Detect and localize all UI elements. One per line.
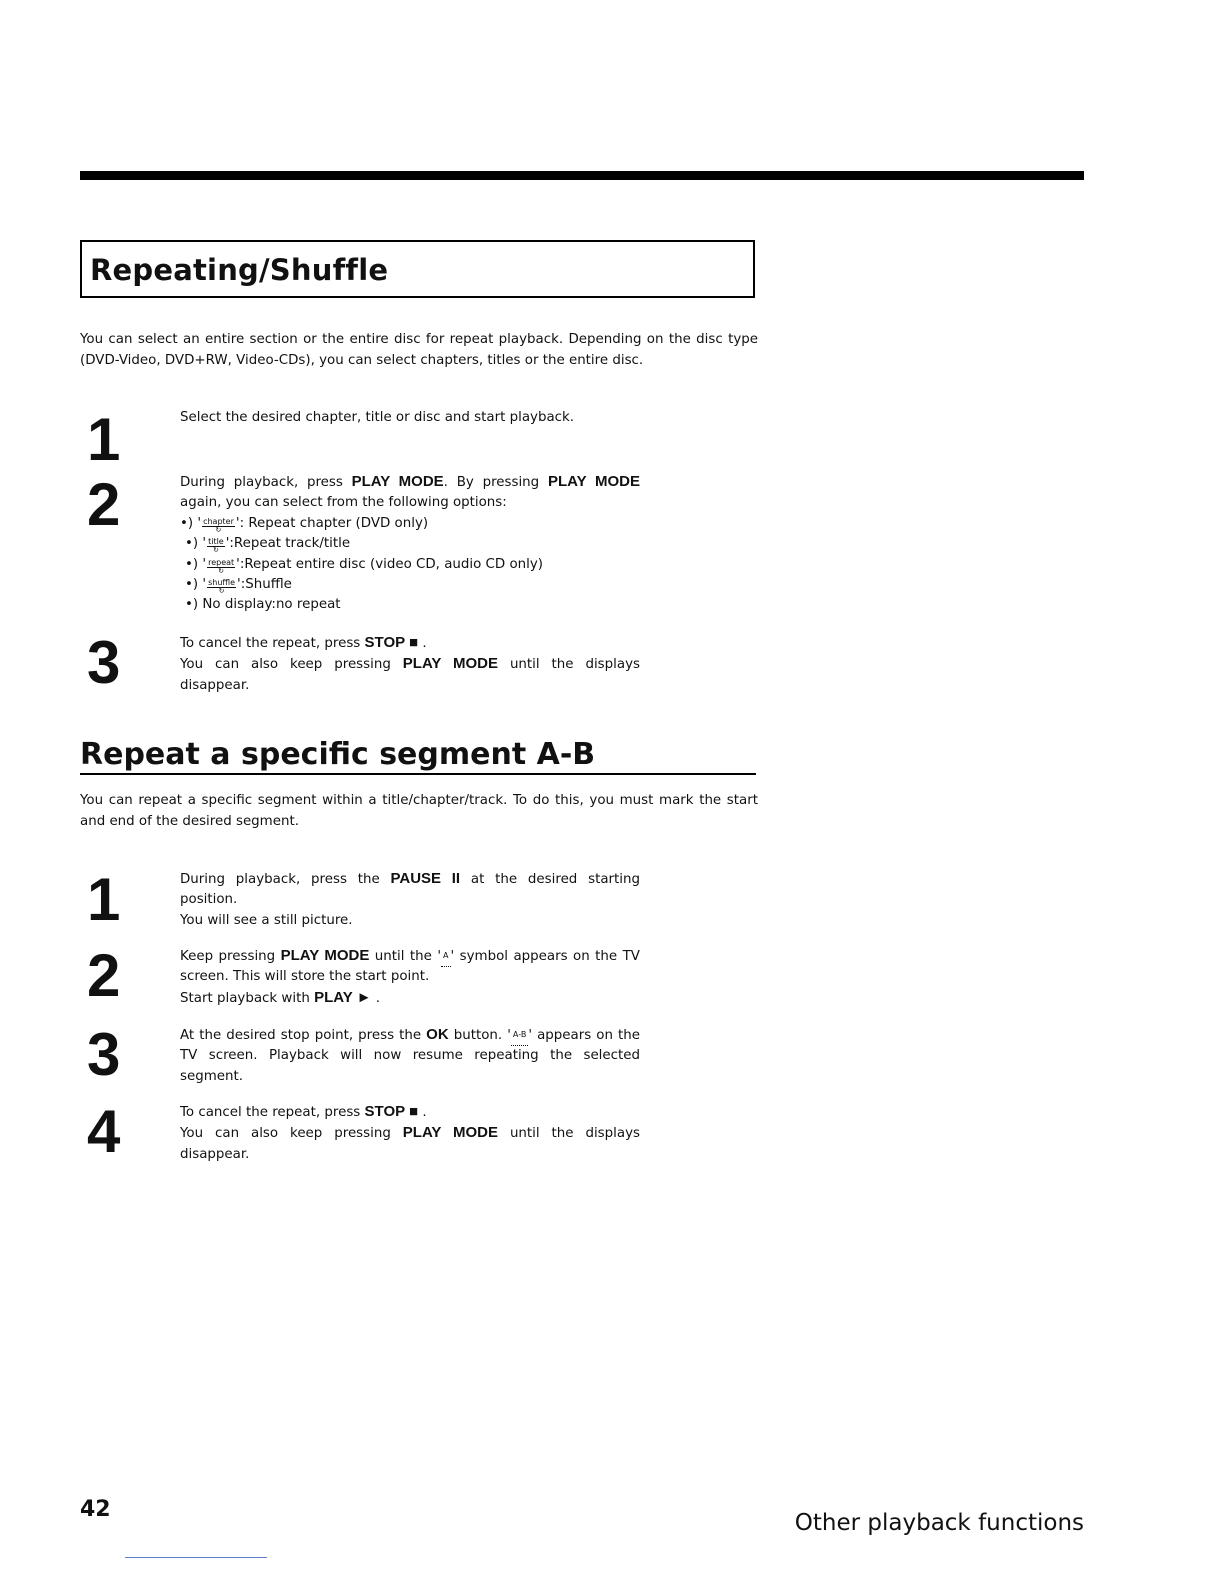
text: . <box>422 1105 427 1120</box>
step-number: 1 <box>87 406 121 473</box>
footer-line <box>125 1557 267 1558</box>
step-text: At the desired stop point, press the OK button. ' A-B ' appears on the TV screen. Playback will now resume repeating the selected segment. <box>180 1026 640 1084</box>
key-label: PAUSE II <box>390 870 461 887</box>
step-text: Keep pressing PLAY MODE until the ' A ' symbol appears on the TV screen. This will store the start point. Start playback with PLAY ► . <box>180 947 640 1006</box>
step-number: 3 <box>87 1021 121 1088</box>
text: at the desired starting position. <box>180 872 640 908</box>
section-title: Repeating/Shuffle <box>90 253 389 287</box>
section-title: Repeat a specific segment A-B <box>80 737 596 772</box>
step-number: 1 <box>87 866 121 933</box>
text: until the <box>374 949 432 964</box>
display-symbol-chapter: chapter ↻ <box>202 518 235 527</box>
option-item: •) No display:no repeat <box>185 597 341 613</box>
text: appears on the TV screen. Playback will now resume repeating the selected segment. <box>180 1028 640 1084</box>
text: until the displays disappear. <box>180 657 640 693</box>
option-item: •) ' title ↻ ':Repeat track/title <box>185 534 640 554</box>
section-intro: You can select an entire section or the entire disc for repeat playback. Depending on the disc type (DVD-Video, DVD+RW, Video-CDs), you can select chapters, titles or the entire disc. <box>80 332 758 368</box>
step-text: Select the desired chapter, title or disc and start playback. <box>180 410 575 425</box>
key-label: PLAY MODE <box>351 473 444 490</box>
option-item: •) ' repeat ↻ ':Repeat entire disc (video CD, audio CD only) <box>185 555 640 575</box>
text: To cancel the repeat, press <box>180 1105 361 1120</box>
step-number: 4 <box>87 1098 121 1165</box>
key-label: PLAY MODE <box>547 473 640 490</box>
step-text <box>180 472 640 616</box>
text: You will see a still picture. <box>180 912 353 928</box>
step-text <box>180 633 640 696</box>
text: At the desired stop point, press the <box>180 1028 422 1043</box>
text: You can also keep pressing <box>180 1126 391 1142</box>
text: You can also keep pressing <box>180 657 391 673</box>
option-item: •) ' shuffle ↻ ':Shuffle <box>185 575 640 595</box>
section-intro: You can repeat a specific segment within a title/chapter/track. To do this, you must mark the start and end of the desired segment. <box>80 793 758 829</box>
a-point-symbol: A <box>441 946 450 967</box>
section-title-box <box>80 240 755 298</box>
step-number: 2 <box>87 471 121 538</box>
key-label: STOP ■ <box>364 1103 419 1120</box>
text: Keep pressing <box>180 949 276 964</box>
text: During playback, press the <box>180 872 380 887</box>
display-symbol-title: title ↻ <box>207 538 225 547</box>
key-label: STOP ■ <box>364 634 419 651</box>
option-list <box>180 514 640 616</box>
text: During playback, press <box>180 475 343 490</box>
step-number: 3 <box>87 629 121 696</box>
text: Start playback with <box>180 990 310 1006</box>
text: . <box>375 990 380 1006</box>
text: . By pressing <box>443 475 540 490</box>
option-item: •) ' chapter ↻ ': Repeat chapter (DVD only) <box>180 514 640 534</box>
step-text <box>180 1102 640 1165</box>
display-symbol-repeat: repeat ↻ <box>207 559 235 568</box>
display-symbol-shuffle: shuffle ↻ <box>207 579 236 588</box>
text: . <box>422 636 427 651</box>
text: symbol appears on the TV screen. This will store the start point. <box>180 949 640 985</box>
text: again, you can select from the following options: <box>180 495 507 511</box>
key-label: PLAY MODE <box>280 947 370 964</box>
text: until the displays disappear. <box>180 1126 640 1162</box>
key-label: PLAY MODE <box>402 1124 498 1142</box>
chapter-title: Other playback functions <box>794 1510 1084 1536</box>
section-heading <box>80 737 756 775</box>
page-number: 42 <box>80 1497 111 1522</box>
key-label: PLAY MODE <box>402 655 498 673</box>
ab-segment-symbol: A-B <box>511 1025 528 1046</box>
top-rule <box>80 171 1084 180</box>
key-label: OK <box>426 1026 449 1043</box>
step-number: 2 <box>87 942 121 1009</box>
text: To cancel the repeat, press <box>180 636 361 651</box>
step-text <box>180 869 640 931</box>
key-label: PLAY ► <box>314 988 372 1006</box>
text: button. <box>453 1028 503 1043</box>
